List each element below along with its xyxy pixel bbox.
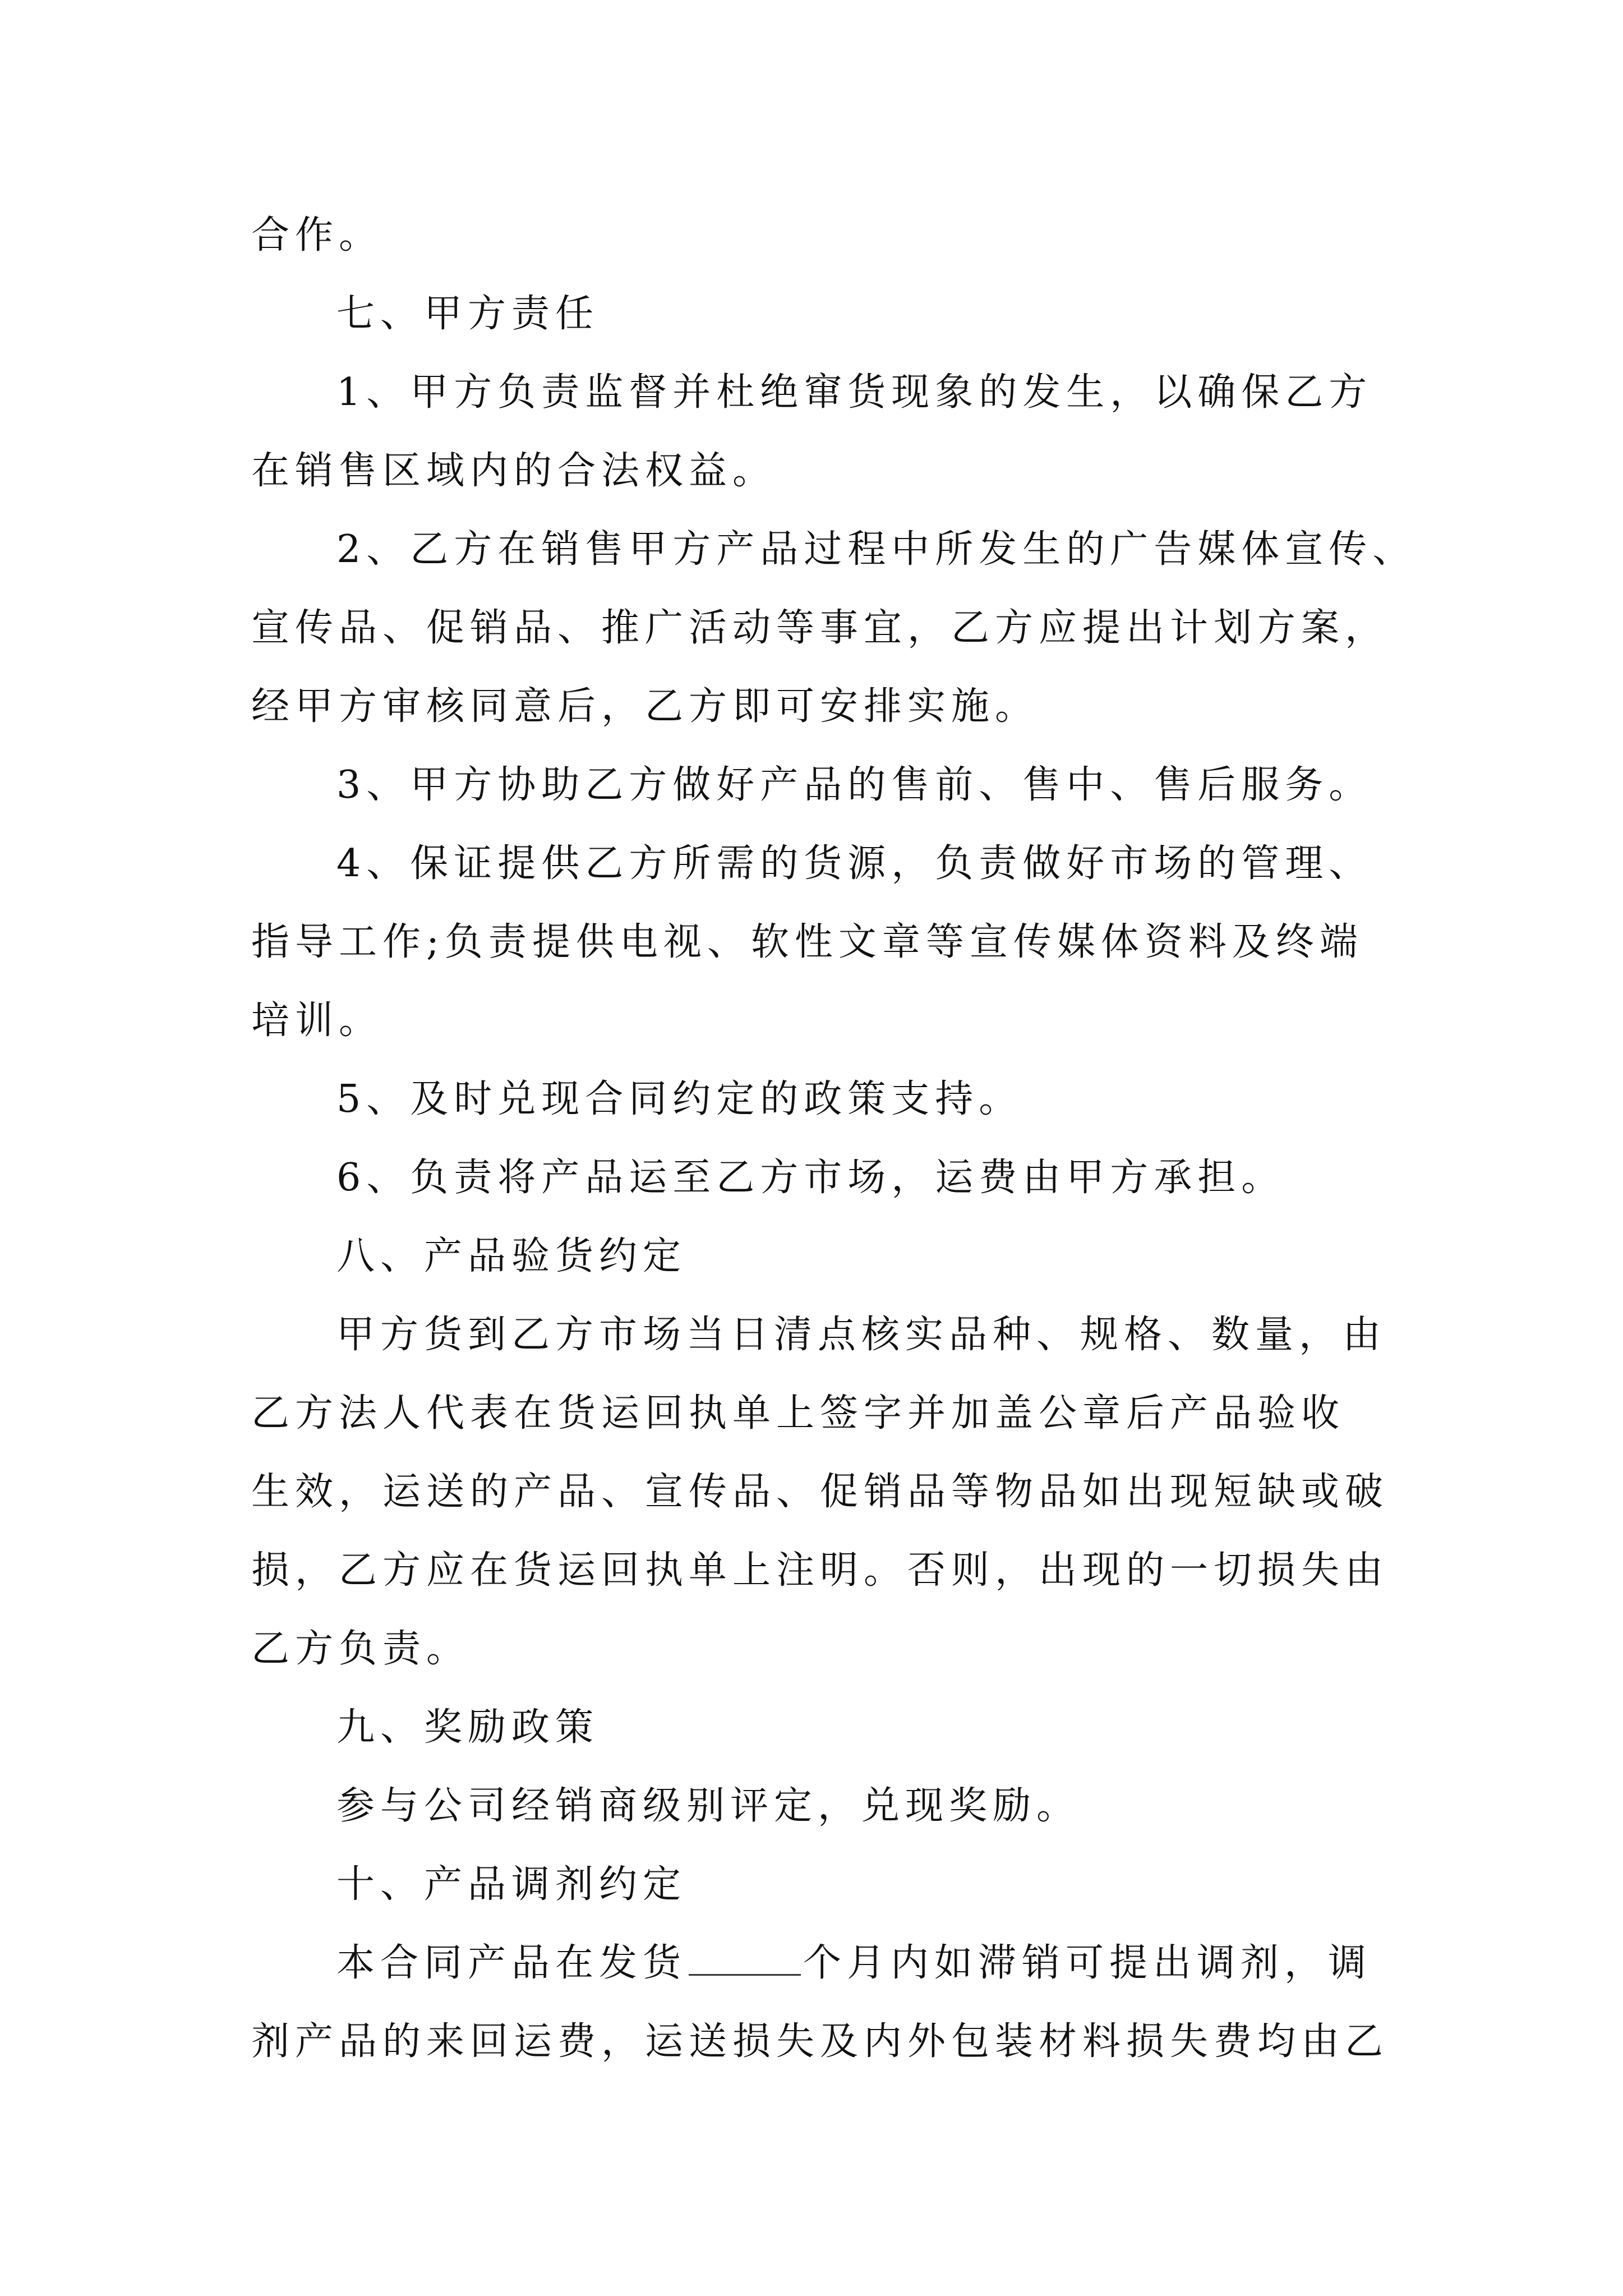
- section-heading: 九、奖励政策: [336, 1705, 600, 1750]
- fill-in-blank: [689, 1939, 801, 1976]
- text-line: 2、乙方在销售甲方产品过程中所发生的广告媒体宣传、: [336, 527, 1417, 572]
- text-line: 乙方法人代表在货运回执单上签字并加盖公章后产品验收: [251, 1391, 1345, 1435]
- section-heading: 七、甲方责任: [336, 292, 600, 336]
- text-line: 甲方货到乙方市场当日清点核实品种、规格、数量，由: [336, 1313, 1387, 1357]
- text-segment: 个月内如滞销可提出调剂，调: [803, 1941, 1372, 1985]
- text-line: 1、甲方负责监督并杜绝窜货现象的发生，以确保乙方: [336, 370, 1373, 415]
- text-line: 6、负责将产品运至乙方市场，运费由甲方承担。: [336, 1156, 1285, 1200]
- section-heading: 八、产品验货约定: [336, 1234, 687, 1278]
- text-line: 培训。: [251, 999, 383, 1043]
- text-line: 参与公司经销商级别评定，兑现奖励。: [336, 1784, 1081, 1828]
- text-segment: 本合同产品在发货: [336, 1941, 687, 1985]
- text-line: 损，乙方应在货运回执单上注明。否则，出现的一切损失由: [251, 1548, 1389, 1593]
- text-line: 3、甲方协助乙方做好产品的售前、售中、售后服务。: [336, 763, 1373, 807]
- text-line: 5、及时兑现合同约定的政策支持。: [336, 1077, 1023, 1121]
- text-line: 4、保证提供乙方所需的货源，负责做好市场的管理、: [336, 841, 1373, 886]
- text-line: 在销售区域内的合法权益。: [251, 449, 777, 493]
- text-line: 指导工作;负责提供电视、软性文章等宣传媒体资料及终端: [251, 920, 1363, 964]
- text-line: 合作。: [251, 213, 383, 257]
- text-line: 剂产品的来回运费，运送损失及内外包装材料损失费均由乙: [251, 2019, 1389, 2064]
- text-line: 经甲方审核同意后，乙方即可安排实施。: [251, 684, 1039, 729]
- section-heading: 十、产品调剂约定: [336, 1862, 687, 1907]
- text-line: 乙方负责。: [251, 1627, 471, 1671]
- text-line: 生效，运送的产品、宣传品、促销品等物品如出现短缺或破: [251, 1470, 1389, 1514]
- text-line-with-blank: [336, 1935, 1486, 1991]
- text-line: 宣传品、促销品、推广活动等事宜，乙方应提出计划方案，: [251, 606, 1389, 650]
